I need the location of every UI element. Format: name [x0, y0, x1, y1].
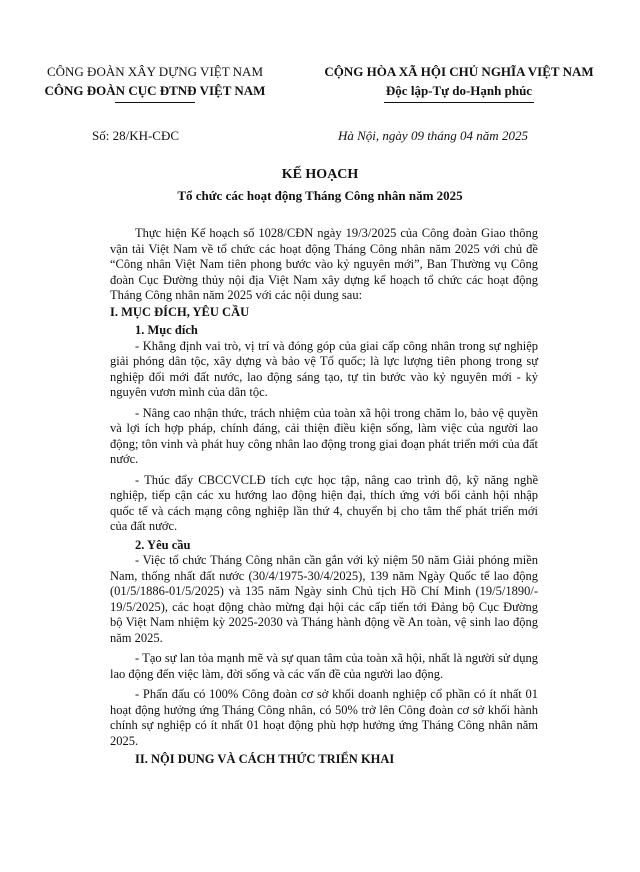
motto-underline: [384, 102, 534, 103]
subsection-1-heading: 1. Mục đích: [135, 323, 198, 337]
org-underline: [115, 102, 195, 103]
requirement-item-2: - Tạo sự lan tỏa mạnh mẽ và sự quan tâm của toàn xã hội, nhất là người sử dụng lao động đến việc làm, đời sống và các vấn đề của người lao động.: [110, 651, 538, 681]
national-header: [318, 62, 600, 103]
issuing-organization: [40, 62, 270, 103]
requirement-item-3: - Phấn đấu có 100% Công đoàn cơ sở khối doanh nghiệp cổ phần có ít nhất 01 hoạt động hưởng ứng Tháng Công nhân, có 50% trở lên Công đoàn cơ sở khối hành chính sự nghiệp có ít nhất 01 hoạt động phù hợp hưởng ứng Tháng Công nhân năm 2025.: [110, 687, 538, 748]
purpose-item-2: - Nâng cao nhận thức, trách nhiệm của toàn xã hội trong chăm lo, bảo vệ quyền và lợi ích hợp pháp, chính đáng, cải thiện điều kiện sống, làm việc của người lao động; tôn vinh và phát huy công nhân lao động trong giai đoạn phát triển mới của đất nước.: [110, 405, 538, 466]
nation-motto: Độc lập-Tự do-Hạnh phúc: [385, 83, 533, 98]
document-date: Hà Nội, ngày 09 tháng 04 năm 2025: [338, 128, 528, 143]
requirement-item-1: - Việc tổ chức Tháng Công nhân cần gắn với kỷ niệm 50 năm Giải phóng miền Nam, thống nhất đất nước (30/4/1975-30/4/2025), 139 năm Ngày Quốc tế lao động (01/5/1886-01/5/2025) và 135 năm Ngày sinh Chủ tịch Hồ Chí Minh (19/5/1890/- 19/5/2025), các hoạt động chào mừng đại hội các cấp tiến tới Đảng bộ Cục Đường bộ Việt Nam nhiệm kỳ 2025-2030 và Tháng hành động về An toàn, vệ sinh lao động năm 2025.: [110, 553, 538, 645]
document-number: Số: 28/KH-CĐC: [92, 128, 180, 143]
intro-paragraph: Thực hiện Kế hoạch số 1028/CĐN ngày 19/3/2025 của Công đoàn Giao thông vận tải Việt Nam về tổ chức các hoạt động Tháng Công nhân năm 2025 với chủ đề “Công nhân Việt Nam tiên phong bước vào kỷ nguyên mới”, Ban Thường vụ Công đoàn Cục Đường thủy nội địa Việt Nam xây dựng kế hoạch tổ chức các hoạt động Tháng Công nhân năm 2025 với các nội dung sau:: [110, 226, 538, 302]
nation-line-1: CỘNG HÒA XÃ HỘI CHỦ NGHĨA VIỆT NAM: [324, 64, 594, 79]
document-title: KẾ HOẠCH: [281, 167, 359, 182]
purpose-item-3: - Thúc đẩy CBCCVCLĐ tích cực học tập, nâng cao trình độ, kỹ năng nghề nghiệp, tiếp cận các xu hướng lao động hiện đại, thích ứng với bối cảnh hội nhập quốc tế và cách mạng công nghiệp lần thứ 4, chuyển bị cho tâm thế phát triển mới của đất nước.: [110, 472, 538, 533]
subsection-2-heading: 2. Yêu cầu: [135, 537, 191, 552]
document-body: [110, 226, 538, 768]
org-line-2: CÔNG ĐOÀN CỤC ĐTNĐ VIỆT NAM: [44, 83, 266, 98]
purpose-item-1: - Khẳng định vai trò, vị trí và đóng góp của giai cấp công nhân trong sự nghiệp giải phóng dân tộc, xây dựng và bảo vệ Tổ quốc; là lực lượng tiên phong trong sự nghiệp đổi mới đất nước, lao động sáng tạo, tự tin bước vào kỷ nguyên mới - kỷ nguyên vươn mình của dân tộc.: [110, 338, 538, 399]
org-line-1: CÔNG ĐOÀN XÂY DỰNG VIỆT NAM: [46, 64, 264, 79]
section-2-heading: II. NỘI DUNG VÀ CÁCH THỨC TRIỂN KHAI: [135, 752, 395, 766]
section-1-heading: I. MỤC ĐÍCH, YÊU CẦU: [110, 304, 250, 319]
document-subtitle: Tổ chức các hoạt động Tháng Công nhân năm 2025: [177, 188, 463, 203]
